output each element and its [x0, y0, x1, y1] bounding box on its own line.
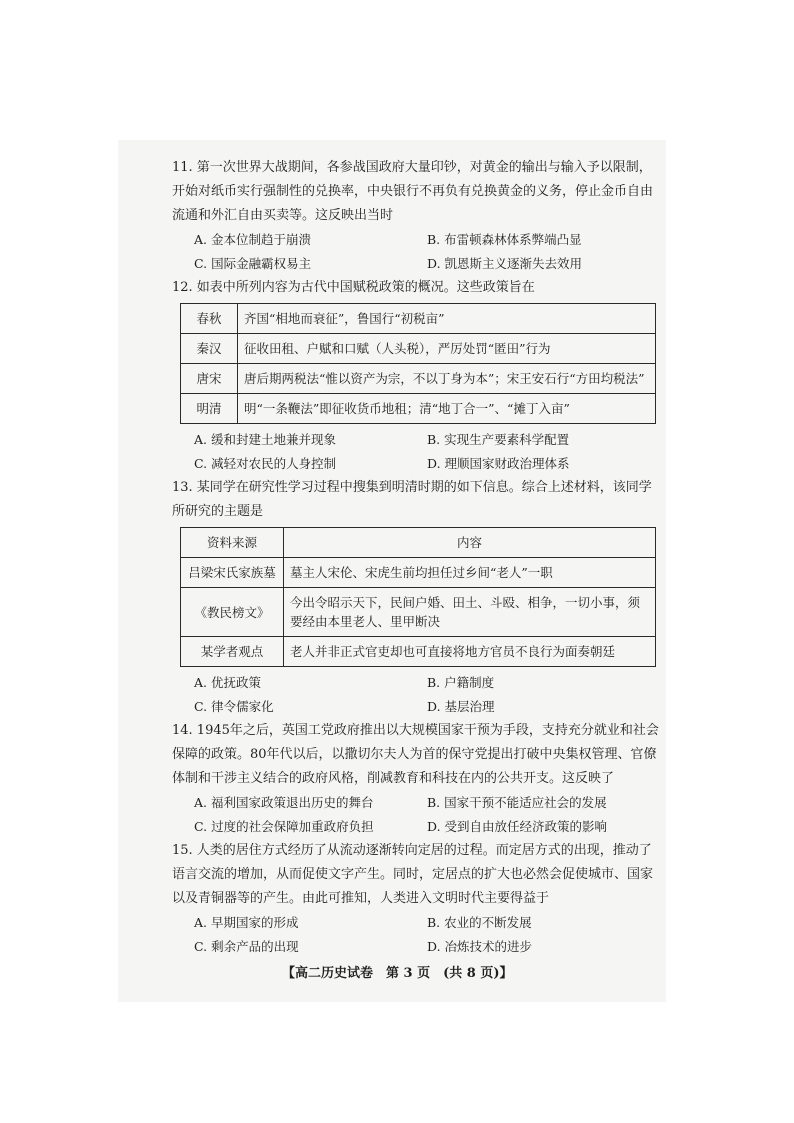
- question-12: [172, 276, 660, 476]
- source-cell: 《教民榜文》: [181, 588, 284, 637]
- table-row: [181, 558, 656, 588]
- period-cell: 唐宋: [181, 364, 238, 394]
- option-c: C. 过度的社会保障加重政府负担: [194, 819, 374, 834]
- option-c: C. 剩余产品的出现: [194, 939, 299, 954]
- question-stem: 12. 如表中所列内容为古代中国赋税政策的概况。这些政策旨在: [172, 280, 535, 295]
- period-cell: 明清: [181, 394, 238, 424]
- table-row: [181, 304, 656, 334]
- option-d: D. 基层治理: [427, 699, 495, 714]
- option-a: A. 金本位制趋于崩溃: [194, 232, 311, 247]
- question-14: [172, 719, 660, 839]
- content-cell: 老人并非正式官吏却也可直接将地方官员不良行为面奏朝廷: [284, 637, 656, 667]
- content-cell: 今出令昭示天下，民间户婚、田土、斗殴、相争，一切小事，须要经由本里老人、里甲断决: [284, 588, 656, 637]
- options: [194, 791, 660, 839]
- option-a: A. 福利国家政策退出历史的舞台: [194, 795, 374, 810]
- policy-cell: 唐后期两税法“惟以资产为宗，不以丁身为本”；宋王安石行“方田均税法”: [238, 364, 656, 394]
- question-13: [172, 476, 660, 719]
- option-c: C. 减轻对农民的人身控制: [194, 456, 337, 471]
- option-b: B. 户籍制度: [427, 675, 495, 690]
- option-c: C. 律令儒家化: [194, 699, 274, 714]
- question-15: [172, 839, 660, 959]
- source-cell: 吕梁宋氏家族墓: [181, 558, 284, 588]
- policy-cell: 征收田租、户赋和口赋（人头税），严厉处罚“匿田”行为: [238, 334, 656, 364]
- question-stem: 13. 某同学在研究性学习过程中搜集到明清时期的如下信息。综合上述材料，该同学所研究的主题是: [172, 480, 652, 519]
- options: [194, 671, 660, 719]
- source-table: [180, 527, 656, 667]
- exam-page: [172, 156, 660, 959]
- options: [194, 428, 660, 476]
- column-header-source: 资料来源: [181, 528, 284, 558]
- option-c: C. 国际金融霸权易主: [194, 256, 312, 271]
- tax-policy-table: [180, 303, 656, 424]
- option-b: B. 农业的不断发展: [427, 915, 532, 930]
- option-d: D. 冶炼技术的进步: [427, 939, 533, 954]
- period-cell: 春秋: [181, 304, 238, 334]
- source-cell: 某学者观点: [181, 637, 284, 667]
- table-row: [181, 364, 656, 394]
- question-stem: 15. 人类的居住方式经历了从流动逐渐转向定居的过程。而定居方式的出现，推动了语言交流的增加，从而促使文字产生。同时，定居点的扩大也必然会促使城市、国家以及青铜器等的产生。由此可推知，人类进入文明时代主要得益于: [172, 843, 654, 906]
- period-cell: 秦汉: [181, 334, 238, 364]
- options: [194, 228, 660, 276]
- option-b: B. 实现生产要素科学配置: [427, 432, 570, 447]
- option-d: D. 受到自由放任经济政策的影响: [427, 819, 608, 834]
- table-header-row: [181, 528, 656, 558]
- content-cell: 墓主人宋伦、宋虎生前均担任过乡间“老人”一职: [284, 558, 656, 588]
- option-b: B. 布雷顿森林体系弊端凸显: [427, 232, 582, 247]
- option-a: A. 早期国家的形成: [194, 915, 299, 930]
- table-row: [181, 637, 656, 667]
- option-d: D. 凯恩斯主义逐渐失去效用: [427, 256, 583, 271]
- policy-cell: 明“一条鞭法”即征收货币地租；清“地丁合一”、“摊丁入亩”: [238, 394, 656, 424]
- options: [194, 911, 660, 959]
- option-d: D. 理顺国家财政治理体系: [427, 456, 570, 471]
- option-a: A. 优抚政策: [194, 675, 261, 690]
- column-header-content: 内容: [284, 528, 656, 558]
- table-row: [181, 588, 656, 637]
- table-row: [181, 334, 656, 364]
- option-b: B. 国家干预不能适应社会的发展: [427, 795, 607, 810]
- table-row: [181, 394, 656, 424]
- policy-cell: 齐国“相地而衰征”，鲁国行“初税亩”: [238, 304, 656, 334]
- question-11: [172, 156, 660, 276]
- question-stem: 11. 第一次世界大战期间，各参战国政府大量印钞，对黄金的输出与输入予以限制，开始对纸币实行强制性的兑换率，中央银行不再负有兑换黄金的义务，停止金币自由流通和外汇自由买卖等。这反映出当时: [172, 160, 654, 223]
- page-footer: 【高二历史试卷 第 3 页 (共 8 页)】: [282, 966, 513, 981]
- question-stem: 14. 1945年之后，英国工党政府推出以大规模国家干预为手段，支持充分就业和社会保障的政策。80年代以后，以撒切尔夫人为首的保守党提出打破中央集权管理、官僚体制和干涉主义结合的政府风格，削减教育和科技在内的公共开支。这反映了: [172, 723, 659, 786]
- option-a: A. 缓和封建土地兼并现象: [194, 432, 336, 447]
